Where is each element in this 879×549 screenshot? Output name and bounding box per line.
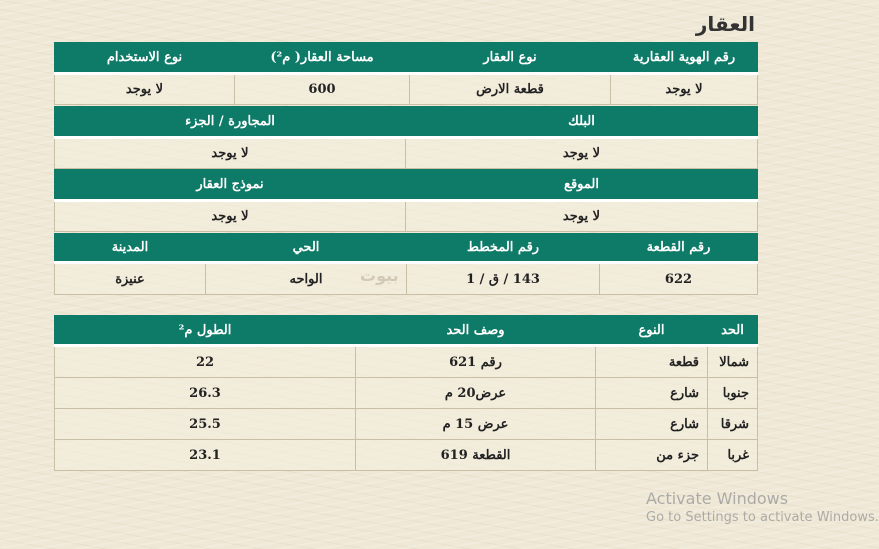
value-block: لا يوجد	[406, 138, 758, 169]
header-property-id: رقم الهوية العقارية	[611, 43, 758, 74]
boundary-side: شرقا	[708, 409, 758, 440]
header-city: المدينة	[55, 234, 206, 263]
value-property-model: لا يوجد	[55, 201, 406, 232]
boundary-description: القطعة 619	[356, 440, 596, 471]
location-table	[54, 169, 758, 232]
boundary-type: شارع	[596, 378, 708, 409]
plot-table	[54, 233, 758, 295]
value-property-id: لا يوجد	[611, 74, 758, 105]
boundary-side: غربا	[708, 440, 758, 471]
value-location: لا يوجد	[406, 201, 758, 232]
table-header-row	[55, 43, 758, 74]
header-type: النوع	[596, 316, 708, 346]
boundary-description: عرض 15 م	[356, 409, 596, 440]
boundary-description: عرض20 م	[356, 378, 596, 409]
section-title: العقار	[695, 12, 755, 36]
header-boundary-description: وصف الحد	[356, 316, 596, 346]
table-row	[55, 74, 758, 105]
table-row	[55, 138, 758, 169]
boundary-type: جزء من	[596, 440, 708, 471]
boundary-side: شمالا	[708, 346, 758, 378]
table-row	[55, 201, 758, 232]
boundary-type: شارع	[596, 409, 708, 440]
boundary-description: رقم 621	[356, 346, 596, 378]
boundaries-table	[54, 315, 758, 471]
header-district: الحي	[206, 234, 407, 263]
header-length: الطول م²	[55, 316, 356, 346]
boundary-length: 22	[55, 346, 356, 378]
boundary-length: 23.1	[55, 440, 356, 471]
header-plot-number: رقم القطعة	[600, 234, 758, 263]
watermark-logo: بيوت	[360, 266, 399, 285]
property-info-table	[54, 42, 758, 105]
table-header-row	[55, 170, 758, 201]
table-row	[55, 346, 758, 378]
value-usage-type: لا يوجد	[55, 74, 235, 105]
header-side: الحد	[708, 316, 758, 346]
table-header-row	[55, 107, 758, 138]
block-table	[54, 106, 758, 169]
header-property-type: نوع العقار	[410, 43, 611, 74]
value-neighborhood-part: لا يوجد	[55, 138, 406, 169]
table-row	[55, 263, 758, 295]
activation-subtitle: Go to Settings to activate Windows.	[646, 510, 879, 525]
windows-activation-notice	[646, 489, 879, 525]
value-plan-number: 143 / ق / 1	[407, 263, 600, 295]
value-plot-number: 622	[600, 263, 758, 295]
header-location: الموقع	[406, 170, 758, 201]
header-block: البلك	[406, 107, 758, 138]
boundary-side: جنوبا	[708, 378, 758, 409]
header-plan-number: رقم المخطط	[407, 234, 600, 263]
value-property-area: 600	[235, 74, 410, 105]
boundary-type: قطعة	[596, 346, 708, 378]
boundary-length: 25.5	[55, 409, 356, 440]
table-header-row	[55, 234, 758, 263]
header-neighborhood-part: المجاورة / الجزء	[55, 107, 406, 138]
header-property-area: مساحة العقار( م²)	[235, 43, 410, 74]
value-property-type: قطعة الارض	[410, 74, 611, 105]
value-district: الواحه	[206, 263, 407, 295]
value-city: عنيزة	[55, 263, 206, 295]
header-usage-type: نوع الاستخدام	[55, 43, 235, 74]
table-row	[55, 409, 758, 440]
table-row	[55, 378, 758, 409]
table-row	[55, 440, 758, 471]
activation-title: Activate Windows	[646, 489, 789, 508]
boundary-length: 26.3	[55, 378, 356, 409]
table-header-row	[55, 316, 758, 346]
header-property-model: نموذج العقار	[55, 170, 406, 201]
